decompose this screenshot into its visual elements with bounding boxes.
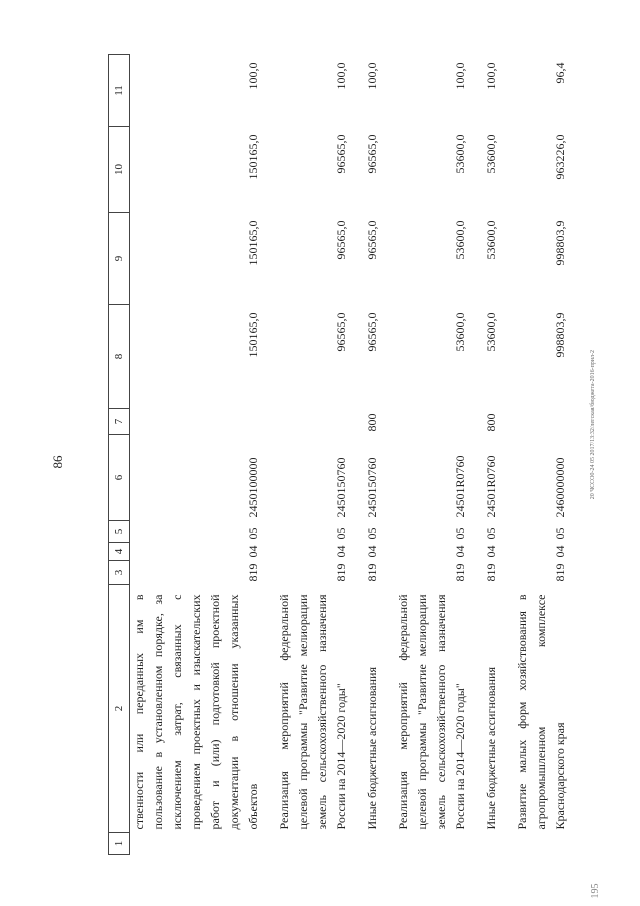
row-name: ственности или переданных им в пользование в установленном порядке, за исключением затрат, связанных с проведением проектных и изыскательских работ и (или) подготовкой проектной документации в отношении указанных объектов (132, 594, 260, 830)
row-name: Реализация мероприятий федеральной целевой программы "Развитие мелиорации земель сельскохозяйственного назначения России на 2014—2020 годы" (396, 594, 467, 830)
cell-target: 24501R0760 (484, 455, 498, 518)
col-header: 1 (109, 833, 130, 855)
corner-number: 195 (590, 883, 601, 899)
cell-expense-type (513, 409, 570, 435)
cell-subsection: 05 (365, 527, 379, 540)
table-row (275, 55, 351, 855)
cell-section: 04 (334, 545, 348, 558)
cell-expense-type (130, 409, 264, 435)
cell-section: 04 (484, 545, 498, 558)
cell-value: 53600,0 (484, 220, 498, 260)
row-name: Иные бюджетные ассигнования (484, 667, 498, 830)
cell-ministry: 819 (484, 563, 498, 582)
cell-value: 96565,0 (365, 134, 379, 174)
cell-subsection: 05 (453, 527, 467, 540)
col-header: 3 (109, 561, 130, 585)
cell-value: 150165,0 (246, 312, 260, 358)
cell-subsection: 05 (334, 527, 348, 540)
cell-expense-type: 800 (365, 413, 379, 432)
table-row (513, 55, 570, 855)
col-header: 7 (109, 409, 130, 435)
cell-percent: 100,0 (334, 62, 348, 90)
cell-target: 2460000000 (553, 457, 567, 518)
cell-expense-type: 800 (484, 413, 498, 432)
row-name: Развитие малых форм хозяйствования в агропромышленном комплексе Краснодарского края (515, 594, 567, 830)
col-header: 9 (109, 213, 130, 305)
cell-value: 96565,0 (365, 220, 379, 260)
page-number: 86 (50, 455, 65, 469)
cell-target: 2450150760 (334, 457, 348, 518)
cell-section: 04 (453, 545, 467, 558)
cell-section: 04 (553, 545, 567, 558)
cell-section: 04 (246, 545, 260, 558)
cell-value: 150165,0 (246, 134, 260, 180)
col-header: 4 (109, 543, 130, 561)
table-row (130, 55, 264, 855)
row-name: Реализация мероприятий федеральной целевой программы "Развитие мелиорации земель сельскохозяйственного назначения России на 2014—2020 годы" (277, 594, 348, 830)
cell-value: 53600,0 (484, 312, 498, 352)
budget-table (108, 54, 570, 855)
cell-percent: 100,0 (484, 62, 498, 90)
cell-target: 2450100000 (246, 457, 260, 518)
footer-note: 20 ЧССО0-24 05 2017/13:32/легская/бюджета-2016-прил-2 (590, 350, 596, 500)
cell-ministry: 819 (365, 563, 379, 582)
col-header: 6 (109, 435, 130, 521)
cell-section: 04 (365, 545, 379, 558)
col-header: 2 (109, 585, 130, 833)
cell-value: 53600,0 (453, 134, 467, 174)
table-row (394, 55, 470, 855)
col-header: 10 (109, 127, 130, 213)
cell-target: 2450150760 (365, 457, 379, 518)
cell-value: 96565,0 (365, 312, 379, 352)
cell-percent: 100,0 (453, 62, 467, 90)
cell-percent: 100,0 (365, 62, 379, 90)
cell-value: 96565,0 (334, 220, 348, 260)
cell-value: 963226,0 (553, 134, 567, 180)
rotated-page-content (108, 55, 598, 855)
cell-percent: 96,4 (553, 62, 567, 84)
cell-value: 96565,0 (334, 134, 348, 174)
cell-expense-type (394, 409, 470, 435)
cell-value: 53600,0 (453, 312, 467, 352)
cell-subsection: 05 (246, 527, 260, 540)
cell-ministry: 819 (553, 563, 567, 582)
cell-subsection: 05 (484, 527, 498, 540)
row-name: Иные бюджетные ассигнования (365, 667, 379, 830)
cell-ministry: 819 (453, 563, 467, 582)
table-row (363, 55, 382, 855)
cell-value: 96565,0 (334, 312, 348, 352)
cell-expense-type (275, 409, 351, 435)
cell-percent: 100,0 (246, 62, 260, 90)
cell-ministry: 819 (246, 563, 260, 582)
table-header-row (109, 55, 130, 855)
cell-value: 53600,0 (453, 220, 467, 260)
col-header: 11 (109, 55, 130, 127)
table-row (482, 55, 501, 855)
cell-value: 150165,0 (246, 220, 260, 266)
cell-ministry: 819 (334, 563, 348, 582)
cell-value: 53600,0 (484, 134, 498, 174)
cell-subsection: 05 (553, 527, 567, 540)
col-header: 5 (109, 521, 130, 543)
cell-value: 998803,9 (553, 312, 567, 358)
cell-target: 24501R0760 (453, 455, 467, 518)
col-header: 8 (109, 305, 130, 409)
cell-value: 998803,9 (553, 220, 567, 266)
